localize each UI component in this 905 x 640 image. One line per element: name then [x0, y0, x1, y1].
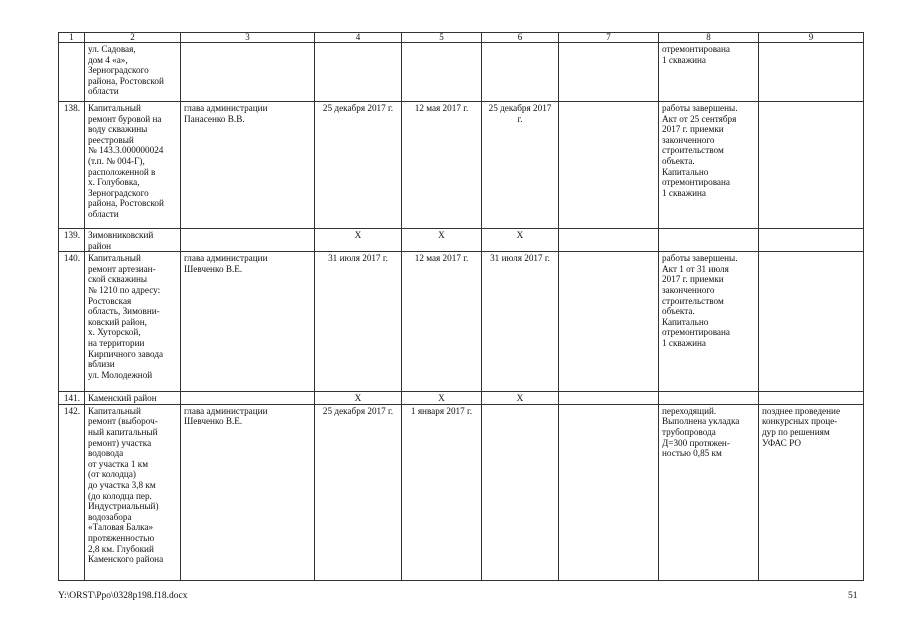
column-header-4: 4 — [315, 33, 402, 43]
object-name: Зимовниковский район — [85, 229, 181, 252]
responsible: глава администрации Шевченко В.Е. — [181, 252, 315, 392]
end-date-cell: Х — [482, 229, 559, 252]
table-row — [59, 102, 864, 229]
document-table — [58, 32, 864, 581]
end-date-cell: 25 декабря 2017 г. — [482, 102, 559, 229]
object-name: Каменский район — [85, 392, 181, 405]
responsible — [181, 229, 315, 252]
note-cell — [759, 43, 864, 102]
start-date-cell: Х — [402, 392, 482, 405]
note-cell — [759, 252, 864, 392]
responsible — [181, 43, 315, 102]
status-cell: переходящий. Выполнена укладка трубопровода Д=300 протяжен- ностью 0,85 км — [659, 404, 759, 580]
responsible: глава администрации Панасенко В.В. — [181, 102, 315, 229]
deadline-cell — [315, 43, 402, 102]
status-cell — [659, 229, 759, 252]
start-date-cell: 12 мая 2017 г. — [402, 102, 482, 229]
status-cell — [659, 392, 759, 405]
row-number — [59, 43, 85, 102]
column-7-cell — [559, 404, 659, 580]
deadline-cell: 31 июля 2017 г. — [315, 252, 402, 392]
end-date-cell: 31 июля 2017 г. — [482, 252, 559, 392]
end-date-cell — [482, 43, 559, 102]
object-name: ул. Садовая, дом 4 «а», Зерноградского района, Ростовской области — [85, 43, 181, 102]
note-cell — [759, 102, 864, 229]
row-number: 142. — [59, 404, 85, 580]
responsible — [181, 392, 315, 405]
column-number-row — [59, 33, 864, 43]
object-name: Капитальный ремонт буровой на воду скважины реестровый № 143.3.000000024 (т.п. № 004-Г), расположенной в х. Голубовка, Зерноградского района, Ростовской области — [85, 102, 181, 229]
object-name: Капитальный ремонт артезиан- ской скважины № 1210 по адресу: Ростовская область, Зимовни- ковский район, х. Хуторской, на территории Кирпичного завода вблизи ул. Молодежной — [85, 252, 181, 392]
table-row — [59, 229, 864, 252]
column-header-2: 2 — [85, 33, 181, 43]
deadline-cell: 25 декабря 2017 г. — [315, 404, 402, 580]
column-7-cell — [559, 392, 659, 405]
row-number: 138. — [59, 102, 85, 229]
column-header-1: 1 — [59, 33, 85, 43]
table-row — [59, 43, 864, 102]
status-cell: отремонтирована 1 скважина — [659, 43, 759, 102]
column-header-8: 8 — [659, 33, 759, 43]
column-header-3: 3 — [181, 33, 315, 43]
status-cell: работы завершены. Акт 1 от 31 июля 2017 г. приемки законченного строительством объекта. Капитально отремонтирована 1 скважина — [659, 252, 759, 392]
column-7-cell — [559, 43, 659, 102]
start-date-cell: Х — [402, 229, 482, 252]
note-cell — [759, 229, 864, 252]
footer-file-path: Y:\ORST\Ppo\0328p198.f18.docx — [58, 591, 188, 601]
row-number: 141. — [59, 392, 85, 405]
start-date-cell: 1 января 2017 г. — [402, 404, 482, 580]
column-7-cell — [559, 229, 659, 252]
column-header-5: 5 — [402, 33, 482, 43]
note-cell — [759, 392, 864, 405]
deadline-cell: 25 декабря 2017 г. — [315, 102, 402, 229]
column-7-cell — [559, 252, 659, 392]
row-number: 139. — [59, 229, 85, 252]
responsible: глава администрации Шевченко В.Е. — [181, 404, 315, 580]
deadline-cell: Х — [315, 229, 402, 252]
note-cell: позднее проведение конкурсных проце- дур по решениям УФАС РО — [759, 404, 864, 580]
deadline-cell: Х — [315, 392, 402, 405]
row-number: 140. — [59, 252, 85, 392]
column-header-9: 9 — [759, 33, 864, 43]
table-row — [59, 392, 864, 405]
status-cell: работы завершены. Акт от 25 сентября 2017 г. приемки законченного строительством объекта. Капитально отремонтирована 1 скважина — [659, 102, 759, 229]
column-7-cell — [559, 102, 659, 229]
object-name: Капитальный ремонт (выбороч- ный капитальный ремонт) участка водовода от участка 1 км (от колодца) до участка 3,8 км (до колодца пер. Индустриальный) водозабора «Таловая Балка» протяженностью 2,8 км. Глубокий Каменского района — [85, 404, 181, 580]
start-date-cell — [402, 43, 482, 102]
end-date-cell — [482, 404, 559, 580]
end-date-cell: Х — [482, 392, 559, 405]
table-row — [59, 404, 864, 580]
column-header-6: 6 — [482, 33, 559, 43]
start-date-cell: 12 мая 2017 г. — [402, 252, 482, 392]
column-header-7: 7 — [559, 33, 659, 43]
page-number: 51 — [848, 591, 858, 601]
table-row — [59, 252, 864, 392]
